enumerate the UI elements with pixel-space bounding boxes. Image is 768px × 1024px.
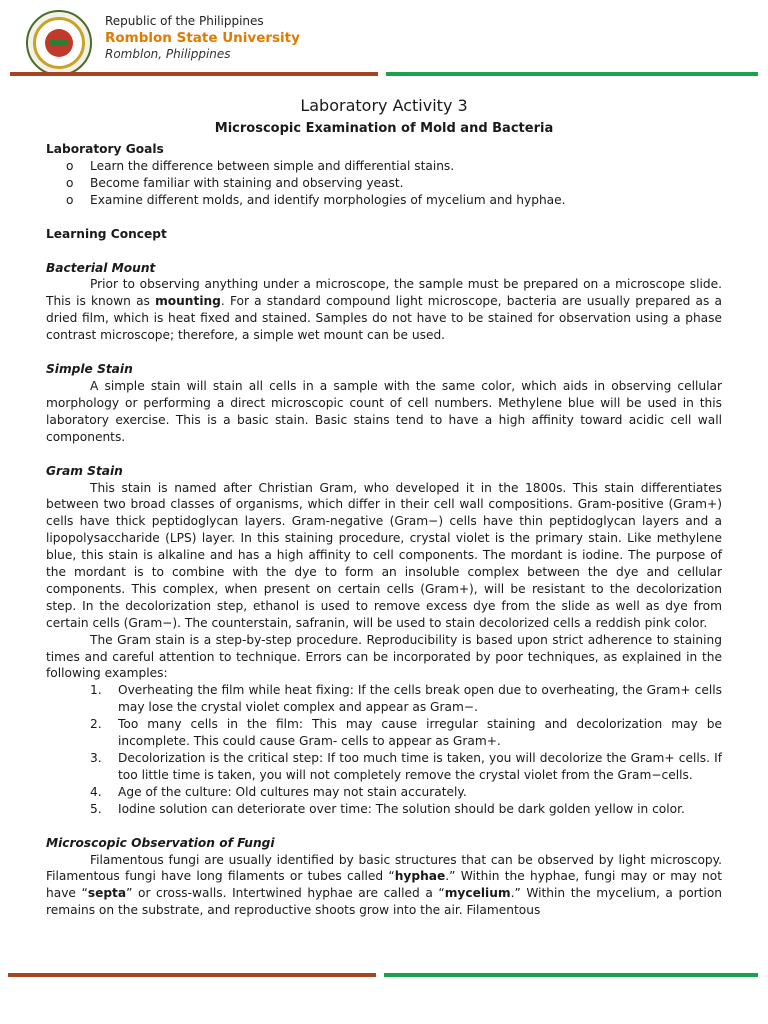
- bullet-icon: o: [66, 192, 74, 207]
- section-heading-simple: Simple Stain: [46, 362, 133, 377]
- list-item: o Become familiar with staining and observing yeast.: [66, 175, 404, 190]
- footer-rule-brown: [8, 973, 376, 977]
- letterhead-text: [105, 14, 300, 62]
- country-line: Republic of the Philippines: [105, 14, 264, 28]
- list-item: 4. Age of the culture: Old cultures may not stain accurately.: [90, 784, 467, 799]
- header-rule-green: [386, 72, 758, 76]
- letterhead: [0, 0, 768, 90]
- footer-rule-green: [384, 973, 758, 977]
- page-title: Laboratory Activity 3: [300, 96, 468, 115]
- university-seal-icon: [26, 10, 92, 76]
- list-item: o Examine different molds, and identify morphologies of mycelium and hyphae.: [66, 192, 566, 207]
- list-item: 5. Iodine solution can deteriorate over time: The solution should be dark golden yellow in color.: [90, 801, 685, 816]
- concept-heading: Learning Concept: [46, 226, 167, 241]
- gram-paragraph-2: The Gram stain is a step-by-step procedure. Reproducibility is based upon strict adherence to staining times and careful attention to technique. Errors can be incorporated by poor techniques, as explained in the following examples:: [46, 632, 722, 681]
- section-heading-gram: Gram Stain: [46, 463, 123, 478]
- location-line: Romblon, Philippines: [105, 47, 231, 61]
- section-heading-mount: Bacterial Mount: [46, 260, 156, 275]
- university-name: Romblon State University: [105, 30, 300, 46]
- list-item: o Learn the difference between simple and differential stains.: [66, 158, 455, 173]
- header-rule-brown: [10, 72, 378, 76]
- list-item: 3. Decolorization is the critical step: If too much time is taken, you will decolorize the Gram+ cells. If too little time is taken, you will not completely remove the crystal violet from the Gram−cells.: [90, 751, 722, 782]
- section-heading-fungi: Microscopic Observation of Fungi: [46, 835, 275, 850]
- document-body: [46, 96, 722, 919]
- gram-error-list: [46, 682, 722, 817]
- simple-paragraph: A simple stain will stain all cells in a sample with the same color, which aids in observing cellular morphology or performing a direct microscopic count of cell numbers. Methylene blue will be used in this laboratory exercise. This is a basic stain. Basic stains tend to have a high affinity toward acidic cell wall components.: [46, 378, 722, 444]
- goals-list: [46, 158, 722, 209]
- mount-paragraph: Prior to observing anything under a microscope, the sample must be prepared on a microscope slide. This is known as mounting. For a standard compound light microscope, bacteria are usually prepared as a dried film, which is heat fixed and stained. Samples do not have to be stained for observation using a phase contrast microscope; therefore, a simple wet mount can be used.: [46, 277, 722, 343]
- page-subtitle: Microscopic Examination of Mold and Bacteria: [214, 121, 554, 136]
- fungi-paragraph: Filamentous fungi are usually identified by basic structures that can be observed by light microscopy. Filamentous fungi have long filaments or tubes called “hyphae.” Within the hyphae, fungi may or may not have “septa” or cross-walls. Intertwined hyphae are called a “mycelium.” Within the mycelium, a portion remains on the substrate, and reproductive shoots grow into the air. Filamentous: [46, 852, 723, 918]
- bullet-icon: o: [66, 175, 74, 190]
- bullet-icon: o: [66, 158, 74, 173]
- goals-heading: Laboratory Goals: [46, 142, 164, 156]
- list-item: 2. Too many cells in the film: This may cause irregular staining and decolorization may be incomplete. This could cause Gram- cells to appear as Gram+.: [90, 717, 722, 749]
- gram-paragraph-1: This stain is named after Christian Gram, who developed it in the 1800s. This stain differentiates between two broad classes of organisms, which differ in their cell wall compositions. Gram-positive (Gram+) cells have thick peptidoglycan layers. Gram-negative (Gram−) cells have thin peptidoglycan layers and a lipopolysaccharide (LPS) layer. In this staining procedure, crystal violet is the primary stain. Like methylene blue, this stain is alkaline and has a high affinity to cell components. The mordant is iodine. The purpose of the mordant is to combine with the dye to form an insoluble complex between the dye and cellular components. This complex, when present on certain cells (Gram+), will be resistant to the decolorization step. In the decolorization step, ethanol is used to remove excess dye from the slide as well as dye from certain cells (Gram−). The counterstain, safranin, will be used to stain decolorized cells a reddish pink color.: [46, 480, 722, 630]
- list-item: 1. Overheating the film while heat fixing: If the cells break open due to overheating, the Gram+ cells may lose the crystal violet complex and appear as Gram−.: [90, 683, 722, 715]
